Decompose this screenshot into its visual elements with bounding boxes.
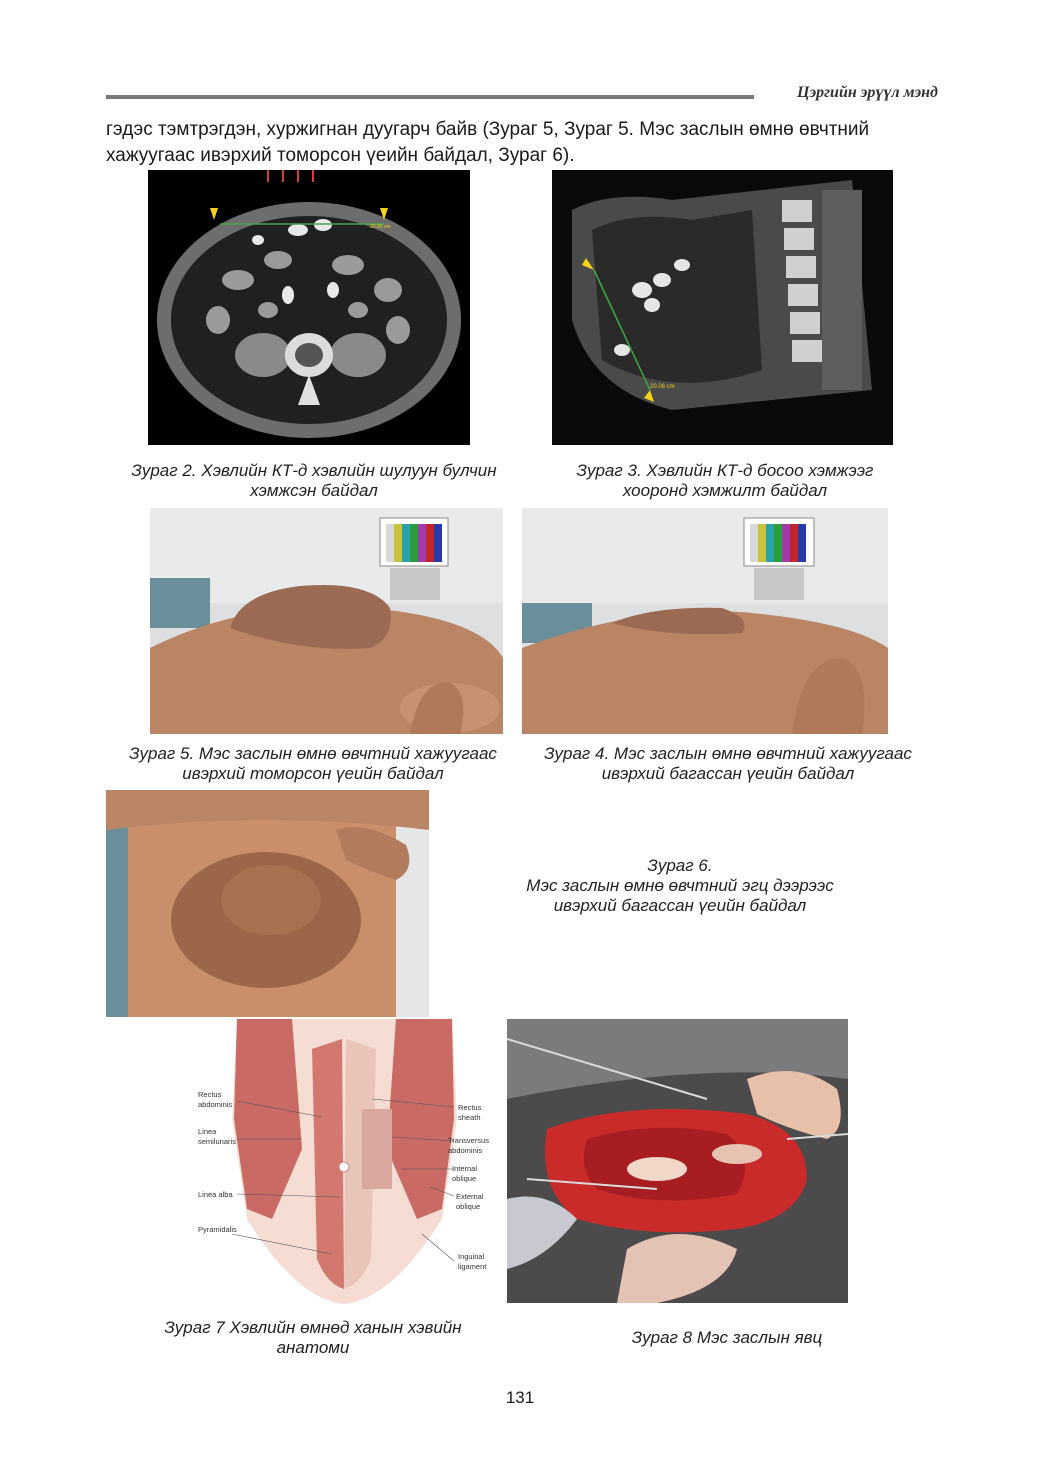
ct-measure-label: 20.00 cm xyxy=(370,224,391,230)
figure-3-caption: Зураг 3. Хэвлийн КТ-д босоо хэмжээг хооронд хэмжилт байдал xyxy=(576,461,874,500)
label-transversus-1: Transversus xyxy=(448,1136,489,1145)
label-transversus-2: abdominis xyxy=(448,1146,483,1155)
label-pyramidalis: Pyramidalis xyxy=(198,1225,237,1234)
journal-title: Цэргийн эрүүл мэнд xyxy=(797,84,938,101)
label-linea-alba: Linea alba xyxy=(198,1190,233,1199)
label-inguinal-2: ligament xyxy=(458,1262,487,1271)
label-rectus-sheath-1: Rectus xyxy=(458,1103,482,1112)
figure-8-surgery-photo xyxy=(507,1019,848,1303)
figure-2-caption: Зураг 2. Хэвлийн КТ-д хэвлийн шулуун булчин хэмжсэн байдал xyxy=(131,461,497,500)
label-rectus-abdominis-1: Rectus xyxy=(198,1090,222,1099)
header-rule xyxy=(106,95,754,99)
label-inguinal-1: Inguinal xyxy=(458,1252,485,1261)
label-rectus-abdominis-2: abdominis xyxy=(198,1100,233,1109)
label-rectus-sheath-2: sheath xyxy=(458,1113,481,1122)
figure-4-photo xyxy=(522,508,888,734)
figure-6-photo xyxy=(106,790,429,1017)
figure-5-caption: Зураг 5. Мэс заслын өмнө өвчтний хажуугаас ивэрхий томорсон үеийн байдал xyxy=(129,744,497,783)
figure-8-caption: Зураг 8 Мэс заслын явц xyxy=(631,1328,823,1347)
label-external-1: External xyxy=(456,1192,484,1201)
figure-2-ct-axial xyxy=(148,170,470,445)
label-external-2: oblique xyxy=(456,1202,481,1211)
figure-3-ct-sagittal xyxy=(552,170,893,445)
label-internal-2: oblique xyxy=(452,1174,477,1183)
label-linea-semilunaris-1: Linea xyxy=(198,1127,217,1136)
body-paragraph: гэдэс тэмтрэгдэн, хуржигнан дуугарч байв (Зураг 5, Зураг 5. Мэс заслын өмнө өвчтний хажуугаас ивэрхий томорсон үеийн байдал, Зураг 6). xyxy=(106,119,870,166)
figure-7-anatomy xyxy=(192,1019,496,1304)
figure-7-caption: Зураг 7 Хэвлийн өмнөд ханын хэвийн анатоми xyxy=(164,1318,462,1357)
ct-measure-label: 20.06 cm xyxy=(650,384,675,390)
page-number: 131 xyxy=(505,1388,535,1407)
label-linea-semilunaris-2: semilunaris xyxy=(198,1137,236,1146)
figure-5-photo xyxy=(150,508,503,734)
figure-6-caption: Зураг 6. Мэс заслын өмнө өвчтний эгц дээрээс ивэрхий багассан үеийн байдал xyxy=(526,856,834,915)
figure-4-caption: Зураг 4. Мэс заслын өмнө өвчтний хажуугаас ивэрхий багассан үеийн байдал xyxy=(544,744,912,783)
label-internal-1: Internal xyxy=(452,1164,478,1173)
